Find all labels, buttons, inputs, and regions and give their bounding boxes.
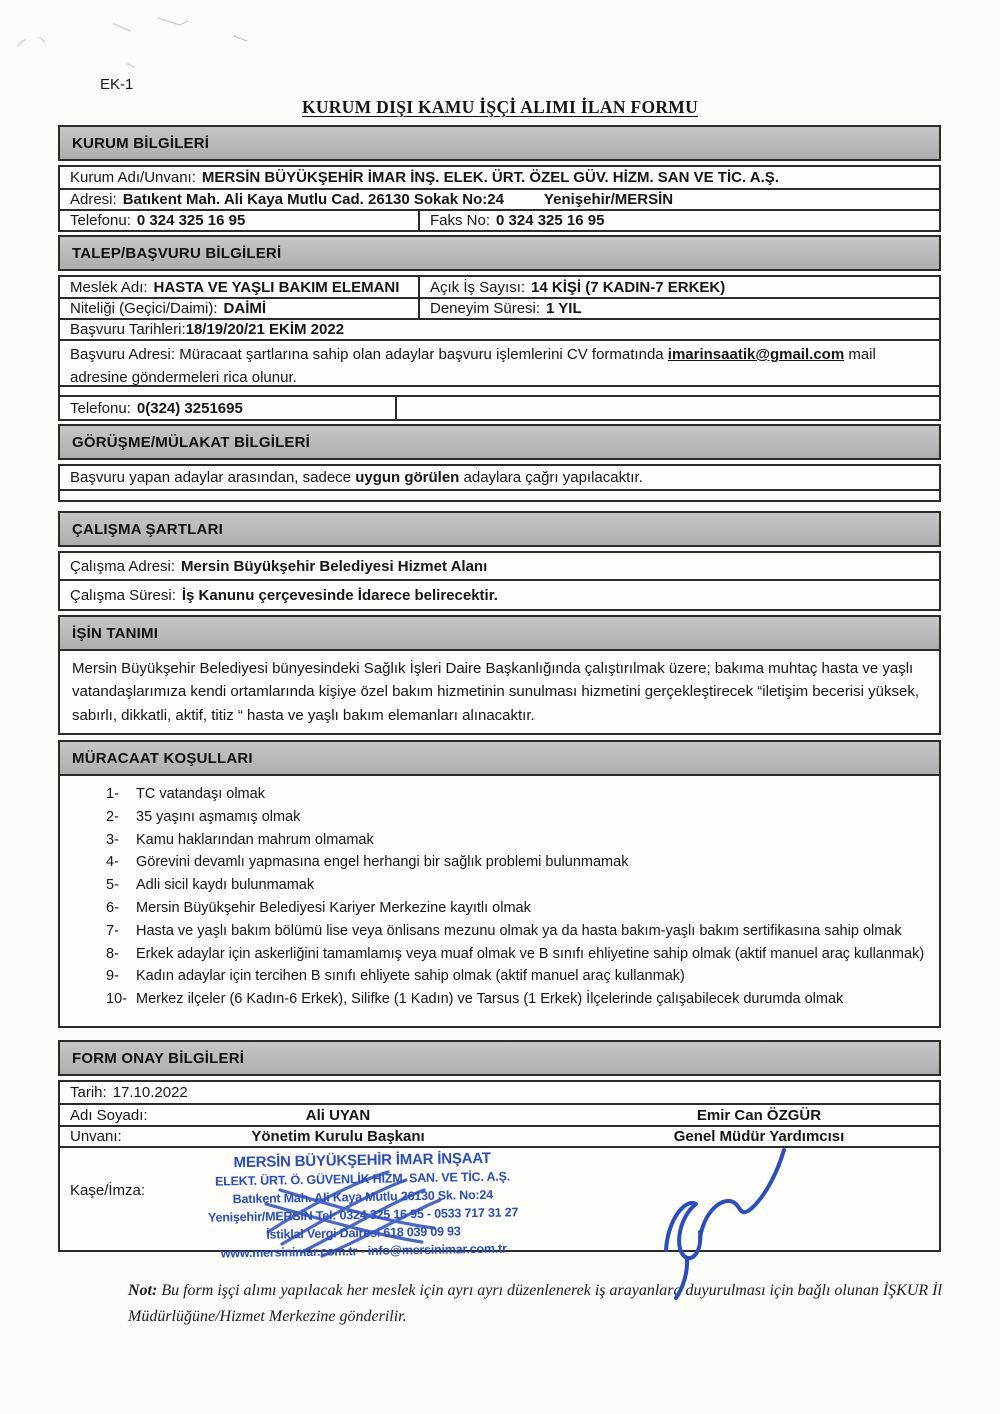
list-item-number: 7- (106, 922, 119, 939)
acik-is-label: Açık İş Sayısı: (430, 278, 526, 296)
row-calisma-adresi (58, 551, 941, 581)
list-item-number: 9- (106, 968, 119, 985)
isin-tanimi-text: Mersin Büyükşehir Belediyesi bünyesindeki Sağlık İşleri Daire Başkanlığında çalıştırılmak üzere; bakıma muhtaç hasta ve yaşlı vatandaşlarımıza kendi ortamlarında kişiye özel bakım hizmetinin sunulması hizmetini gerçekleştirecek “iletişim becerisi yüksek, sabırlı, dikkatli, aktif, titiz “ hasta ve yaşlı bakım elemanları alınacaktır. (72, 660, 919, 724)
basvuru-adresi-text-2: mail adresine göndermeleri rica olunur. (70, 346, 876, 386)
row-empty (58, 489, 941, 502)
cell-meslek (60, 277, 420, 297)
basvuru-tarihleri-value: 18/19/20/21 EKİM 2022 (185, 321, 345, 338)
list-item (106, 807, 929, 827)
list-item (106, 944, 929, 964)
gorusme-text-after: adaylara çağrı yapılacaktır. (463, 469, 643, 486)
row-unvani (58, 1125, 941, 1148)
section-header-gorusme-label: GÖRÜŞME/MÜLAKAT BİLGİLERİ (72, 433, 311, 451)
faks-label: Faks No: (430, 212, 491, 229)
list-item-text: Adli sicil kaydı bulunmamak (136, 877, 315, 894)
list-item-number: 5- (106, 877, 119, 894)
calisma-suresi-value: İş Kanunu çerçevesinde İdarece belirecektir. (181, 586, 498, 604)
basvuru-adresi-label: Başvuru Adresi: (70, 346, 176, 363)
footer-note-text: Bu form işçi alımı yapılacak her meslek için ayrı ayrı düzenlenerek iş arayanlara duyurulması için bağlı olunan İŞKUR İl Müdürlüğüne/Hizmet Merkezine gönderilir. (128, 1282, 942, 1326)
section-header-onay-label: FORM ONAY BİLGİLERİ (72, 1049, 245, 1067)
section-header-isin-tanimi-label: İŞİN TANIMI (72, 624, 159, 642)
row-adres (58, 188, 941, 211)
list-item (106, 989, 929, 1009)
list-item (106, 966, 929, 986)
list-item-text: Mersin Büyükşehir Belediyesi Kariyer Merkezine kayıtlı olmak (136, 899, 531, 916)
basvuru-tarihleri-label: Başvuru Tarihleri: (70, 321, 186, 338)
section-header-calisma (58, 511, 941, 547)
section-header-talep (58, 235, 941, 271)
list-item-text: Görevini devamlı yapmasına engel herhangi bir sağlık problemi bulunmamak (136, 854, 629, 871)
meslek-label: Meslek Adı: (70, 278, 148, 296)
section-header-kurum (58, 125, 941, 161)
telefon-label: Telefonu: (70, 212, 131, 229)
section-header-kurum-label: KURUM BİLGİLERİ (72, 134, 210, 152)
kase-imza-label: Kaşe/İmza: (70, 1182, 146, 1199)
faks-value: 0 324 325 16 95 (496, 212, 605, 229)
unvani-right: Genel Müdür Yardımcısı (673, 1128, 845, 1145)
stamp-line-2: ELEKT. ÜRT. Ö. GÜVENLİK HİZM. SAN. VE TİC. A.Ş. (214, 1169, 511, 1189)
calisma-adresi-label: Çalışma Adresi: (70, 557, 176, 575)
row-kase-imza (58, 1146, 941, 1261)
cell-nitelik (60, 299, 420, 318)
row-kurum-adi (58, 165, 941, 190)
onay-tarih-value: 17.10.2022 (112, 1084, 188, 1101)
basvuru-adresi-text: Müracaat şartlarına sahip olan adaylar başvuru işlemlerini CV formatında (175, 346, 668, 363)
row-basvuru-adresi (58, 339, 941, 387)
list-item-number: 10- (106, 991, 127, 1008)
deneyim-label: Deneyim Süresi: (430, 300, 541, 317)
calisma-suresi-label: Çalışma Süresi: (70, 586, 176, 604)
gorusme-text-bold: uygun görülen (355, 469, 460, 486)
row-calisma-suresi (58, 579, 941, 611)
row-gorusme-text (58, 464, 941, 491)
unvani-label: Unvanı: (70, 1128, 122, 1145)
deneyim-value: 1 YIL (546, 300, 582, 317)
list-item-text: Kadın adaylar için tercihen B sınıfı ehliyete sahip olmak (aktif manuel araç kullanmak) (136, 968, 685, 985)
row-onay-tarih (58, 1080, 941, 1105)
adres-value-2: Yenişehir/MERSİN (543, 191, 674, 208)
adi-soyadi-right: Emir Can ÖZGÜR (696, 1106, 822, 1124)
row-nitelik (58, 297, 941, 320)
row-adi-soyadi (58, 1103, 941, 1127)
cell-telefon-2-empty (397, 397, 417, 419)
stamp-line-5: İstiklal Vergi Dairesi 618 039 09 93 (266, 1224, 461, 1242)
list-item (106, 898, 929, 918)
gorusme-text-before: Başvuru yapan adaylar arasından, sadece (70, 469, 352, 486)
row-muracaat-list (58, 774, 941, 1028)
cell-acik-is (420, 277, 735, 297)
attachment-label: EK-1 (100, 76, 134, 93)
list-item (106, 830, 929, 850)
pencil-marks (6, 6, 286, 86)
stamp-line-3: Batıkent Mah. Ali Kaya Mutlu 26130 Sk. No:24 (232, 1187, 494, 1207)
kurum-adi-label: Kurum Adı/Unvanı: (70, 169, 196, 186)
meslek-value: HASTA VE YAŞLI BAKIM ELEMANI (153, 278, 400, 296)
onay-tarih-label: Tarih: (70, 1084, 107, 1101)
list-item-number: 4- (106, 854, 119, 871)
section-header-isin-tanimi (58, 615, 941, 651)
section-header-muracaat (58, 740, 941, 776)
list-item-text: Hasta ve yaşlı bakım bölümü lise veya önlisans mezunu olmak ya da hasta bakım-yaşlı bakım sertifikasına sahip olmak (136, 922, 902, 939)
adi-soyadi-left: Ali UYAN (305, 1106, 371, 1124)
list-item (106, 921, 929, 941)
row-telefon-faks (58, 209, 941, 232)
list-item-number: 3- (106, 831, 119, 848)
telefon-value: 0 324 325 16 95 (136, 212, 246, 229)
cell-telefon-2 (60, 397, 397, 419)
cell-telefon (60, 211, 420, 230)
list-item-number: 6- (106, 899, 119, 916)
row-telefon-2 (58, 395, 941, 421)
list-item-text: Kamu haklarından mahrum olmamak (136, 831, 374, 848)
list-item-text: Erkek adaylar için askerliğini tamamlamış veya muaf olmak ve B sınıfı ehliyetine sahip olmak (aktif manuel araç kullanmak) (136, 945, 925, 962)
section-header-gorusme (58, 424, 941, 460)
nitelik-value: DAİMİ (223, 300, 267, 317)
list-item-text: TC vatandaşı olmak (136, 786, 265, 802)
list-item (106, 875, 929, 895)
list-item (106, 784, 929, 804)
section-header-calisma-label: ÇALIŞMA ŞARTLARI (72, 520, 223, 538)
stamp-line-4: Yenişehir/MERSİN Tel: 0324 325 16 95 - 0533 717 31 27 (207, 1205, 519, 1225)
row-basvuru-tarihleri (58, 318, 941, 341)
form-title: KURUM DIŞI KAMU İŞÇİ ALIMI İLAN FORMU (301, 97, 699, 117)
adres-value: Batıkent Mah. Ali Kaya Mutlu Cad. 26130 Sokak No:24 (122, 191, 504, 208)
list-item-text: 35 yaşını aşmamış olmak (136, 808, 301, 825)
telefon-2-label: Telefonu: (70, 399, 131, 417)
nitelik-label: Niteliği (Geçici/Daimi): (70, 300, 218, 317)
company-stamp (147, 1148, 579, 1263)
cell-faks (420, 211, 614, 230)
unvani-left: Yönetim Kurulu Başkanı (251, 1128, 425, 1145)
adres-label: Adresi: (70, 191, 117, 208)
footer-note (128, 1278, 946, 1331)
list-item-number: 1- (106, 786, 119, 802)
list-item-text: Merkez ilçeler (6 Kadın-6 Erkek), Silifke (1 Kadın) ve Tarsus (1 Erkek) İlçelerinde çalışabilecek durumda olmak (136, 991, 844, 1008)
list-item (106, 852, 929, 872)
section-header-muracaat-label: MÜRACAAT KOŞULLARI (72, 749, 253, 767)
section-header-onay (58, 1040, 941, 1076)
stamp-line-1: MERSİN BÜYÜKŞEHİR İMAR İNŞAAT (233, 1149, 491, 1172)
list-item-number: 8- (106, 945, 119, 962)
cell-deneyim (420, 299, 592, 318)
basvuru-email: imarinsaatik@gmail.com (667, 346, 845, 363)
form-table (58, 125, 941, 1261)
calisma-adresi-value: Mersin Büyükşehir Belediyesi Hizmet Alanı (181, 557, 488, 575)
adi-soyadi-label: Adı Soyadı: (70, 1106, 148, 1124)
row-meslek (58, 275, 941, 299)
telefon-2-value: 0(324) 3251695 (136, 399, 243, 417)
acik-is-value: 14 KİŞİ (7 KADIN-7 ERKEK) (531, 278, 726, 296)
kurum-adi-value: MERSİN BÜYÜKŞEHİR İMAR İNŞ. ELEK. ÜRT. ÖZEL GÜV. HİZM. SAN VE TİC. A.Ş. (201, 169, 779, 186)
footer-note-label: Not: (128, 1282, 158, 1299)
row-isin-tanimi-text (58, 649, 941, 735)
section-header-talep-label: TALEP/BAŞVURU BİLGİLERİ (72, 244, 282, 262)
stamp-line-6: www.mersinimar.com.tr - info@mersinimar.com.tr (220, 1241, 507, 1261)
list-item-number: 2- (106, 808, 119, 825)
